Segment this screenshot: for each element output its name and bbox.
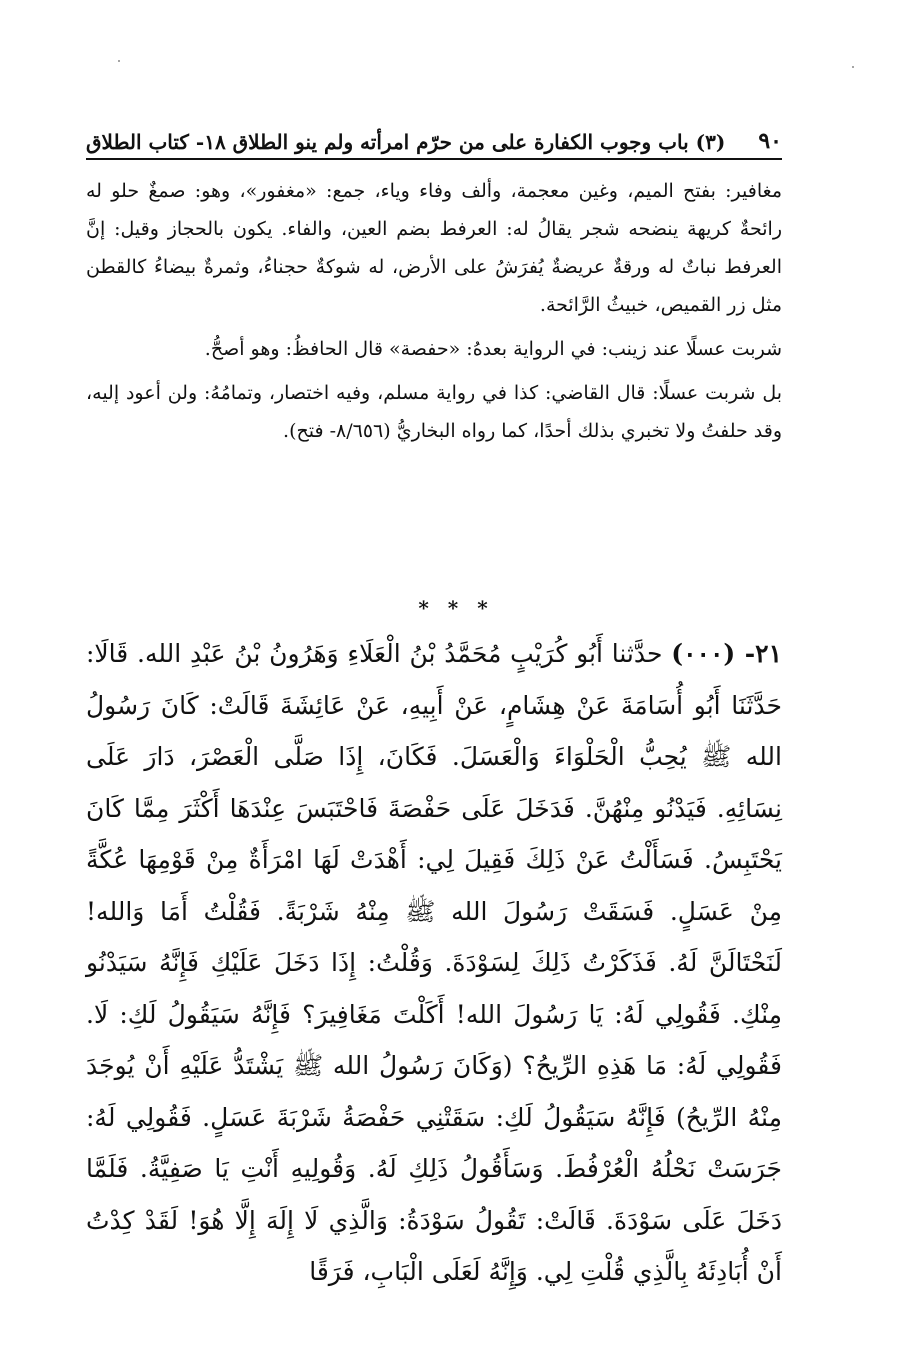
running-title: (٣) باب وجوب الكفارة على من حرّم امرأته ولم ينو الطلاق ١٨- كتاب الطلاق [86,130,726,154]
scan-speck [118,60,120,62]
hadith-number: ٢١- (٠٠٠) [671,639,782,668]
note-bal-sharibt: بل شربت عسلًا: قال القاضي: كذا في رواية مسلم، وفيه اختصار، وتمامُهُ: ولن أعود إليه، وقد حلفتُ ولا تخبري بذلك أحدًا، كما رواه البخاريُّ (٨/٦٥٦- فتح). [86,382,782,442]
hadith-body: حدَّثنا أَبُو كُرَيْبٍ مُحَمَّدُ بْنُ الْعَلَاءِ وَهَرُونُ بْنُ عَبْدِ الله. قَالَا: حَدَّثَنَا أَبُو أُسَامَةَ عَنْ هِشَامٍ، عَنْ أَبِيهِ، عَنْ عَائِشَةَ قَالَتْ: كَانَ رَسُولُ الله ﷺ يُحِبُّ الْحَلْوَاءَ وَالْعَسَلَ. فَكَانَ، إِذَا صَلَّى الْعَصْرَ، دَارَ عَلَى نِسَائِهِ. فَيَدْنُو مِنْهُنَّ. فَدَخَلَ عَلَى حَفْصَةَ فَاحْتَبَسَ عِنْدَهَا أَكْثَرَ مِمَّا كَانَ يَحْتَبِسُ. فَسَأَلْتُ عَنْ ذَلِكَ فَقِيلَ لِي: أَهْدَتْ لَهَا امْرَأَةٌ مِنْ قَوْمِهَا عُكَّةً مِنْ عَسَلٍ. فَسَقَتْ رَسُولَ الله ﷺ مِنْهُ شَرْبَةً. فَقُلْتُ أَمَا وَالله! لَنَحْتَالَنَّ لَهُ. فَذَكَرْتُ ذَلِكَ لِسَوْدَةَ. وَقُلْتُ: إِذَا دَخَلَ عَلَيْكِ فَإِنَّهُ سَيَدْنُو مِنْكِ. فَقُولِي لَهُ: يَا رَسُولَ الله! أَكَلْتَ مَغَافِيرَ؟ فَإِنَّهُ سَيَقُولُ لَكِ: لَا. فَقُولِي لَهُ: مَا هَذِهِ الرِّيحُ؟ (وَكَانَ رَسُولُ الله ﷺ يَشْتَدُّ عَلَيْهِ أَنْ يُوجَدَ مِنْهُ الرِّيحُ) فَإِنَّهُ سَيَقُولُ لَكِ: سَقَتْنِي حَفْصَةُ شَرْبَةَ عَسَلٍ. فَقُولِي لَهُ: جَرَسَتْ نَحْلُهُ الْعُرْفُطَ. وَسَأَقُولُ ذَلِكِ لَهُ. وَقُولِيهِ أَنْتِ يَا صَفِيَّةُ. فَلَمَّا دَخَلَ عَلَى سَوْدَةَ. قَالَتْ: تَقُولُ سَوْدَةُ: وَالَّذِي لَا إِلَهَ إِلَّا هُوَ! لَقَدْ كِدْتُ أَنْ أُبَادِئَهُ بِالَّذِي قُلْتِ لِي. وَإِنَّهُ لَعَلَى الْبَابِ، فَرَقًا [86,639,782,1286]
page-header [86,118,782,160]
scan-speck [852,66,854,68]
page-number: ٩٠ [758,128,782,154]
note-zaynab: شربت عسلًا عند زينب: في الرواية بعدهُ: «حفصة» قال الحافظُ: وهو أصحُّ. [204,338,782,360]
section-separator: * * * [418,596,494,620]
hadith-text-block [86,628,782,1298]
hadith-paragraph [86,628,782,1298]
note-maghafir: مغافير: بفتح الميم، وغين معجمة، وألف وفاء وياء، جمع: «مغفور»، وهو: صمغٌ حلو له رائحةٌ كريهة ينضحه شجر يقالُ له: العرفط بضم العين، والفاء. يكون بالحجاز وقيل: إنَّ العرفط نباتٌ له ورقةٌ عريضةٌ يُفرَشُ على الأرض، له شوكةٌ حجناءُ، وثمرةٌ بيضاءُ كالقطن مثل زر القميص، خبيثُ الرَّائحة. [86,180,782,316]
footnotes-section [86,172,782,456]
